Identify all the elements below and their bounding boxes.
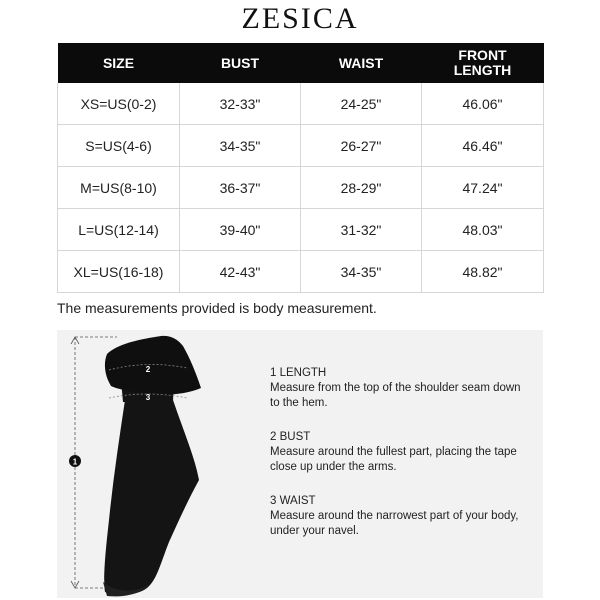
header-bust: BUST [180,43,301,83]
cell-length: 47.24" [422,167,544,209]
instruction-title: 3 WAIST [270,495,316,507]
cell-size: XS=US(0-2) [58,83,180,125]
cell-length: 48.03" [422,209,544,251]
table-header-row [58,43,544,83]
cell-length: 48.82" [422,251,544,293]
instruction-text: Measure around the fullest part, placing the tape close up under the arms. [270,446,517,473]
instruction-title: 2 BUST [270,431,311,443]
table-row [58,251,544,293]
cell-waist: 34-35" [301,251,422,293]
table-row [58,83,544,125]
cell-bust: 36-37" [180,167,301,209]
marker-3-label: 3 [145,393,151,402]
cell-size: XL=US(16-18) [58,251,180,293]
cell-size: L=US(12-14) [58,209,180,251]
instruction-title: 1 LENGTH [270,367,327,379]
cell-bust: 39-40" [180,209,301,251]
table-row [58,125,544,167]
cell-waist: 24-25" [301,83,422,125]
dress-skirt [104,400,199,595]
cell-bust: 32-33" [180,83,301,125]
cell-waist: 31-32" [301,209,422,251]
marker-2-label: 2 [145,365,151,374]
brand-logo: ZESICA [241,2,359,35]
header-size: SIZE [58,43,180,83]
header-front-length: FRONT LENGTH [422,43,544,83]
instruction-waist [270,494,530,539]
measurement-note: The measurements provided is body measurement. [57,300,377,316]
header-waist: WAIST [301,43,422,83]
measurement-instructions [270,366,530,558]
marker-1-label: 1 [72,457,78,467]
dress-ruffle-overlay [105,336,201,395]
table-row [58,209,544,251]
cell-bust: 34-35" [180,125,301,167]
cell-length: 46.46" [422,125,544,167]
cell-waist: 28-29" [301,167,422,209]
cell-waist: 26-27" [301,125,422,167]
instruction-bust [270,430,530,475]
size-chart-table [57,43,544,293]
table-row [58,167,544,209]
cell-bust: 42-43" [180,251,301,293]
instruction-text: Measure from the top of the shoulder seam down to the hem. [270,382,521,409]
cell-size: S=US(4-6) [58,125,180,167]
instruction-length [270,366,530,411]
cell-length: 46.06" [422,83,544,125]
instruction-text: Measure around the narrowest part of your body, under your navel. [270,510,519,537]
marker-1 [69,455,81,467]
cell-size: M=US(8-10) [58,167,180,209]
